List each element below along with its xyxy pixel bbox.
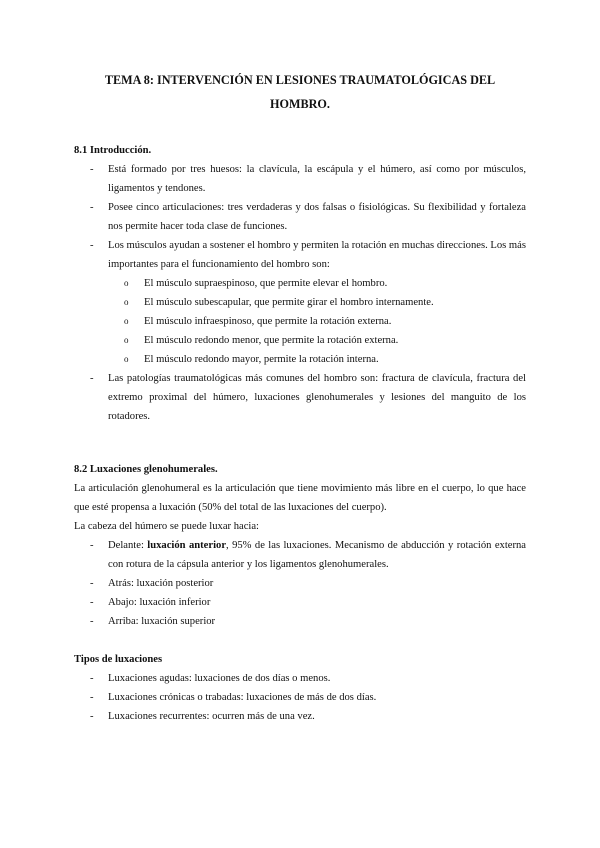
- dash-marker: -: [90, 673, 94, 684]
- list-item-text: Las patologías traumatológicas más comunes del hombro son: fractura de clavícula, fractura del extremo proximal del húmero, luxaciones glenohumerales y lesiones del manguito de los rotadores.: [108, 373, 526, 422]
- dash-marker: -: [90, 164, 94, 175]
- dash-marker: -: [90, 711, 94, 722]
- list-item: [74, 198, 526, 236]
- dash-marker: -: [90, 578, 94, 589]
- luxaciones-intro-line: La cabeza del húmero se puede luxar hacia:: [74, 521, 259, 532]
- luxaciones-paragraph: La articulación glenohumeral es la articulación que tiene movimiento más libre en el cuerpo, lo que hace que esté propensa a luxación (50% del total de las luxaciones del cuerpo).: [74, 483, 526, 513]
- sublist-item: [108, 274, 526, 293]
- list-item-text: Está formado por tres huesos: la clavícula, la escápula y el húmero, así como por músculos, ligamentos y tendones.: [108, 164, 526, 194]
- dash-marker: -: [90, 616, 94, 627]
- circle-marker: o: [124, 354, 129, 364]
- list-item: [74, 369, 526, 426]
- list-item-text: Atrás: luxación posterior: [108, 578, 214, 589]
- dash-marker: -: [90, 240, 94, 251]
- list-item-text: Arriba: luxación superior: [108, 616, 216, 627]
- list-item-text: Los músculos ayudan a sostener el hombro y permiten la rotación en muchas direcciones. Los más importantes para el funcionamiento del hombro son:: [108, 240, 526, 270]
- sublist-item-text: El músculo subescapular, que permite girar el hombro internamente.: [144, 297, 434, 308]
- list-item-bold-term: luxación anterior: [147, 540, 227, 551]
- list-item-prefix: Delante:: [108, 540, 148, 551]
- direction-bullet-list: [74, 536, 526, 631]
- sublist-item-text: El músculo redondo mayor, permite la rotación interna.: [144, 354, 379, 365]
- muscle-sublist: [108, 274, 526, 369]
- sublist-item: [108, 312, 526, 331]
- sublist-item: [108, 331, 526, 350]
- list-item: [74, 236, 526, 369]
- list-item: [74, 612, 526, 631]
- section-heading-luxaciones: 8.2 Luxaciones glenohumerales.: [74, 464, 218, 475]
- tipos-bullet-list: [74, 669, 526, 726]
- list-item: [74, 688, 526, 707]
- list-item: [74, 574, 526, 593]
- dash-marker: -: [90, 597, 94, 608]
- list-item-text: , 95% de las luxaciones. Mecanismo de abducción y rotación externa con rotura de la cápsula anterior y los ligamentos glenohumerales.: [108, 540, 526, 570]
- dash-marker: -: [90, 692, 94, 703]
- list-item: [74, 536, 526, 574]
- section-heading-tipos: Tipos de luxaciones: [74, 654, 163, 665]
- sublist-item-text: El músculo redondo menor, que permite la rotación externa.: [144, 335, 399, 346]
- list-item: [74, 669, 526, 688]
- document-title: TEMA 8: INTERVENCIÓN EN LESIONES TRAUMATOLÓGICAS DEL HOMBRO.: [104, 73, 496, 111]
- dash-marker: -: [90, 373, 94, 384]
- sublist-item-text: El músculo infraespinoso, que permite la rotación externa.: [144, 316, 392, 327]
- list-item: [74, 593, 526, 612]
- dash-marker: -: [90, 202, 94, 213]
- list-item: [74, 160, 526, 198]
- list-item-text: Luxaciones crónicas o trabadas: luxaciones de más de dos días.: [108, 692, 377, 703]
- circle-marker: o: [124, 297, 129, 307]
- section-heading-introduccion: 8.1 Introducción.: [74, 145, 152, 156]
- circle-marker: o: [124, 316, 129, 326]
- sublist-item: [108, 293, 526, 312]
- list-item-text: Luxaciones agudas: luxaciones de dos días o menos.: [108, 673, 331, 684]
- circle-marker: o: [124, 335, 129, 345]
- list-item-text: Luxaciones recurrentes: ocurren más de una vez.: [108, 711, 315, 722]
- list-item-text: Posee cinco articulaciones: tres verdaderas y dos falsas o fisiológicas. Su flexibilidad y fortaleza nos permite hacer toda clase de funciones.: [108, 202, 526, 232]
- sublist-item: [108, 350, 526, 369]
- list-item-text: Abajo: luxación inferior: [108, 597, 211, 608]
- sublist-item-text: El músculo supraespinoso, que permite elevar el hombro.: [144, 278, 388, 289]
- intro-bullet-list: [74, 160, 526, 426]
- circle-marker: o: [124, 278, 129, 288]
- list-item: [74, 707, 526, 726]
- dash-marker: -: [90, 540, 94, 551]
